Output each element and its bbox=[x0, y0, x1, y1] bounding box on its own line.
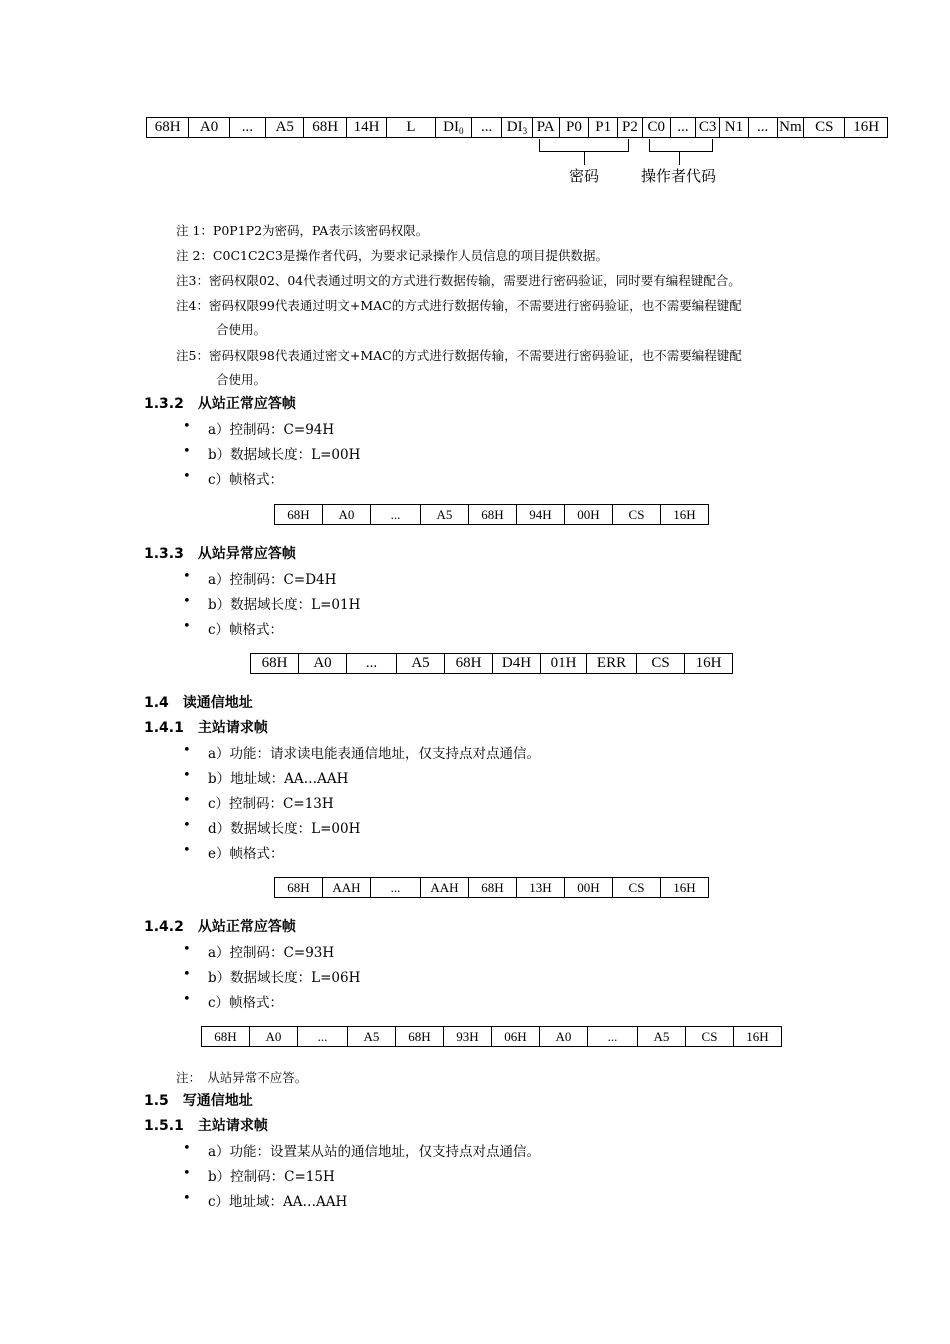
frame-cell: CS bbox=[613, 505, 661, 525]
frame-cell: 16H bbox=[685, 654, 733, 674]
list-item: b）数据域长度：L=00H bbox=[208, 447, 361, 463]
frame-cell: 00H bbox=[565, 505, 613, 525]
frame-table-read-address-reply bbox=[201, 1026, 782, 1047]
frame-cell: 68H bbox=[469, 878, 517, 898]
list-item: a）功能：设置某从站的通信地址，仅支持点对点通信。 bbox=[208, 1144, 541, 1160]
list-item: a）功能：请求读电能表通信地址，仅支持点对点通信。 bbox=[208, 746, 541, 762]
list-item: c）帧格式： bbox=[208, 995, 284, 1011]
frame-cell: 14H bbox=[346, 118, 386, 138]
frame-cell: 68H bbox=[147, 118, 189, 138]
list-item: e）帧格式： bbox=[208, 846, 284, 862]
frame-cell: CS bbox=[804, 118, 845, 138]
frame-cell: 16H bbox=[661, 505, 709, 525]
frame-cell: CS bbox=[686, 1027, 734, 1047]
bullet: • bbox=[183, 1191, 191, 1206]
frame-cell: A0 bbox=[299, 654, 347, 674]
frame-table-normal-reply bbox=[274, 504, 709, 525]
frame-cell: AAH bbox=[421, 878, 469, 898]
frame-cell: A0 bbox=[540, 1027, 588, 1047]
heading-1-5-1: 1.5.1 主站请求帧 bbox=[144, 1118, 268, 1134]
heading-1-5: 1.5 写通信地址 bbox=[144, 1093, 253, 1109]
frame-cell: 68H bbox=[275, 505, 323, 525]
frame-cell: A5 bbox=[421, 505, 469, 525]
di-subscript: 0 bbox=[459, 126, 464, 136]
frame-cell: 16H bbox=[845, 118, 888, 138]
frame-cell-di0 bbox=[435, 118, 471, 138]
frame-cell: A0 bbox=[323, 505, 371, 525]
note-4-cont: 合使用。 bbox=[216, 322, 267, 337]
bullet: • bbox=[183, 743, 191, 758]
frame-cell: A5 bbox=[397, 654, 445, 674]
di-text: DI bbox=[506, 119, 523, 135]
heading-1-3-2: 1.3.2 从站正常应答帧 bbox=[144, 396, 296, 412]
frame-cell: 13H bbox=[517, 878, 565, 898]
frame-cell: ... bbox=[371, 878, 421, 898]
note-2: 注 2：C0C1C2C3是操作者代码，为要求记录操作人员信息的项目提供数据。 bbox=[176, 248, 608, 263]
note-4: 注4：密码权限99代表通过明文+MAC的方式进行数据传输，不需要进行密码验证，也不需要编程键配 bbox=[176, 298, 742, 313]
frame-cell: CS bbox=[613, 878, 661, 898]
frame-cell: 68H bbox=[275, 878, 323, 898]
frame-cell: ... bbox=[371, 505, 421, 525]
bullet: • bbox=[183, 967, 191, 982]
frame-cell: A5 bbox=[638, 1027, 686, 1047]
heading-1-4-2: 1.4.2 从站正常应答帧 bbox=[144, 919, 296, 935]
frame-cell: P0 bbox=[559, 118, 588, 138]
frame-cell: PA bbox=[532, 118, 559, 138]
list-item: c）帧格式： bbox=[208, 472, 284, 488]
frame-cell: 68H bbox=[202, 1027, 250, 1047]
frame-cell: ... bbox=[229, 118, 265, 138]
bullet: • bbox=[183, 992, 191, 1007]
frame-cell: A5 bbox=[348, 1027, 396, 1047]
list-item: a）控制码：C=93H bbox=[208, 945, 335, 961]
bullet: • bbox=[183, 619, 191, 634]
frame-cell: ... bbox=[472, 118, 502, 138]
frame-cell: AAH bbox=[323, 878, 371, 898]
frame-cell: A5 bbox=[266, 118, 304, 138]
di-subscript: 3 bbox=[522, 126, 528, 136]
frame-cell: CS bbox=[637, 654, 685, 674]
bullet: • bbox=[183, 942, 191, 957]
bullet: • bbox=[183, 1141, 191, 1156]
frame-cell: ... bbox=[298, 1027, 348, 1047]
frame-cell: 06H bbox=[492, 1027, 540, 1047]
list-item: b）控制码：C=15H bbox=[208, 1169, 335, 1185]
operator-label: 操作者代码 bbox=[641, 167, 717, 185]
frame-cell: L bbox=[387, 118, 435, 138]
bullet: • bbox=[183, 818, 191, 833]
frame-cell: N1 bbox=[720, 118, 748, 138]
bullet: • bbox=[183, 768, 191, 783]
operator-bracket-stem bbox=[679, 151, 680, 165]
frame-cell: ... bbox=[588, 1027, 638, 1047]
list-item: c）帧格式： bbox=[208, 622, 284, 638]
heading-1-4-1: 1.4.1 主站请求帧 bbox=[144, 720, 268, 736]
frame-cell: ERR bbox=[587, 654, 637, 674]
note-5-cont: 合使用。 bbox=[216, 372, 267, 387]
frame-table-read-address-request bbox=[274, 877, 709, 898]
frame-cell-di3 bbox=[502, 118, 532, 138]
heading-1-4: 1.4 读通信地址 bbox=[144, 695, 253, 711]
bullet: • bbox=[183, 793, 191, 808]
frame-cell: A0 bbox=[250, 1027, 298, 1047]
bullet: • bbox=[183, 1166, 191, 1181]
bullet: • bbox=[183, 469, 191, 484]
note-1: 注 1：P0P1P2为密码，PA表示该密码权限。 bbox=[176, 223, 429, 238]
note-5: 注5：密码权限98代表通过密文+MAC的方式进行数据传输，不需要进行密码验证，也不需要编程键配 bbox=[176, 348, 742, 363]
frame-cell: P2 bbox=[618, 118, 642, 138]
frame-cell: 93H bbox=[444, 1027, 492, 1047]
bullet: • bbox=[183, 569, 191, 584]
list-item: b）地址域：AA…AAH bbox=[208, 771, 349, 787]
frame-cell: 16H bbox=[661, 878, 709, 898]
frame-cell: 68H bbox=[396, 1027, 444, 1047]
list-item: b）数据域长度：L=01H bbox=[208, 597, 361, 613]
password-bracket-stem bbox=[584, 151, 585, 165]
frame-cell: 94H bbox=[517, 505, 565, 525]
frame-table-abnormal-reply bbox=[250, 653, 733, 674]
list-item: c）控制码：C=13H bbox=[208, 796, 334, 812]
frame-cell: P1 bbox=[589, 118, 618, 138]
bullet: • bbox=[183, 419, 191, 434]
frame-cell: ... bbox=[748, 118, 777, 138]
list-item: a）控制码：C=94H bbox=[208, 422, 335, 438]
frame-cell: D4H bbox=[493, 654, 541, 674]
frame-cell: C3 bbox=[696, 118, 720, 138]
bullet: • bbox=[183, 594, 191, 609]
frame-cell: 68H bbox=[304, 118, 346, 138]
frame-cell: ... bbox=[347, 654, 397, 674]
list-item: d）数据域长度：L=00H bbox=[208, 821, 361, 837]
heading-1-3-3: 1.3.3 从站异常应答帧 bbox=[144, 546, 296, 562]
frame-table-write-request bbox=[146, 117, 888, 138]
list-item: c）地址域：AA…AAH bbox=[208, 1194, 348, 1210]
bullet: • bbox=[183, 444, 191, 459]
password-label: 密码 bbox=[569, 167, 600, 185]
frame-cell: 01H bbox=[541, 654, 587, 674]
note-3: 注3：密码权限02、04代表通过明文的方式进行数据传输，需要进行密码验证，同时要有编程键配合。 bbox=[176, 273, 741, 288]
frame-cell: 68H bbox=[445, 654, 493, 674]
list-item: b）数据域长度：L=06H bbox=[208, 970, 361, 986]
frame-cell: 68H bbox=[251, 654, 299, 674]
frame-cell: 16H bbox=[734, 1027, 782, 1047]
frame-cell: ... bbox=[670, 118, 695, 138]
frame-cell: A0 bbox=[189, 118, 229, 138]
frame-cell: C0 bbox=[642, 118, 670, 138]
note-no-reply: 注： 从站异常不应答。 bbox=[176, 1070, 308, 1085]
frame-cell: 00H bbox=[565, 878, 613, 898]
bullet: • bbox=[183, 843, 191, 858]
list-item: a）控制码：C=D4H bbox=[208, 572, 337, 588]
frame-cell: 68H bbox=[469, 505, 517, 525]
frame-cell: Nm bbox=[777, 118, 803, 138]
operator-bracket bbox=[649, 139, 713, 152]
di-text: DI bbox=[443, 119, 459, 135]
